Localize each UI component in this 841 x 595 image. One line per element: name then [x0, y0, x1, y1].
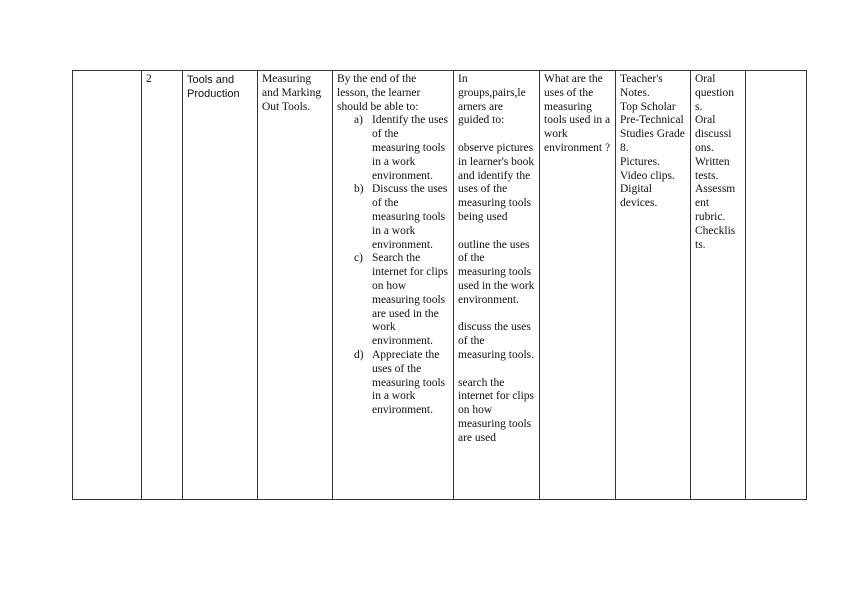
- list-marker: a): [354, 114, 363, 127]
- outcomes-intro: By the end of the lesson, the learner should be able to:: [337, 73, 421, 113]
- outcome-text: Search the internet for clips on how measuring tools are used in the work environment.: [372, 252, 449, 348]
- experience-paragraph: search the internet for clips on how measuring tools are used: [458, 376, 535, 444]
- learning-outcomes-cell: [333, 71, 454, 500]
- outcome-text: Appreciate the uses of the measuring tools in a work environment.: [372, 348, 446, 417]
- list-item: [354, 252, 449, 349]
- experience-paragraph: discuss the uses of the measuring tools.: [458, 321, 535, 361]
- outcome-text: Identify the uses of the measuring tools in a work environment.: [372, 114, 449, 182]
- outcomes-list: [337, 114, 449, 418]
- week-cell: [73, 71, 142, 500]
- scheme-of-work-table: [72, 70, 807, 500]
- outcome-text: Discuss the uses of the measuring tools in a work environment.: [372, 183, 448, 251]
- lesson-number-cell: 2: [142, 71, 183, 500]
- list-item: [354, 183, 449, 252]
- list-marker: c): [354, 252, 363, 265]
- inquiry-question-cell: What are the uses of the measuring tools used in a work environment ?: [540, 71, 616, 500]
- list-item: [354, 348, 449, 418]
- experience-paragraph: outline the uses of the measuring tools used in the work environment.: [458, 238, 535, 306]
- learning-resources-cell: Teacher's Notes. Top Scholar Pre-Technical Studies Grade 8. Pictures. Video clips. Digital devices.: [616, 71, 691, 500]
- list-item: [354, 114, 449, 183]
- assessment-cell: Oral question s. Oral discussi ons. Written tests. Assessm ent rubric. Checklis ts.: [691, 71, 746, 500]
- list-marker: b): [354, 183, 364, 196]
- sub-strand-cell: Measuring and Marking Out Tools.: [258, 71, 333, 500]
- strand-cell: Tools and Production: [183, 71, 258, 500]
- remarks-cell: [746, 71, 807, 500]
- experience-paragraph: In groups,pairs,le arners are guided to:: [458, 73, 526, 127]
- list-marker: d): [354, 348, 364, 361]
- experience-paragraph: observe pictures in learner's book and identify the uses of the measuring tools being used: [458, 141, 535, 223]
- learning-experiences-cell: [454, 71, 540, 500]
- table-row: [73, 71, 807, 500]
